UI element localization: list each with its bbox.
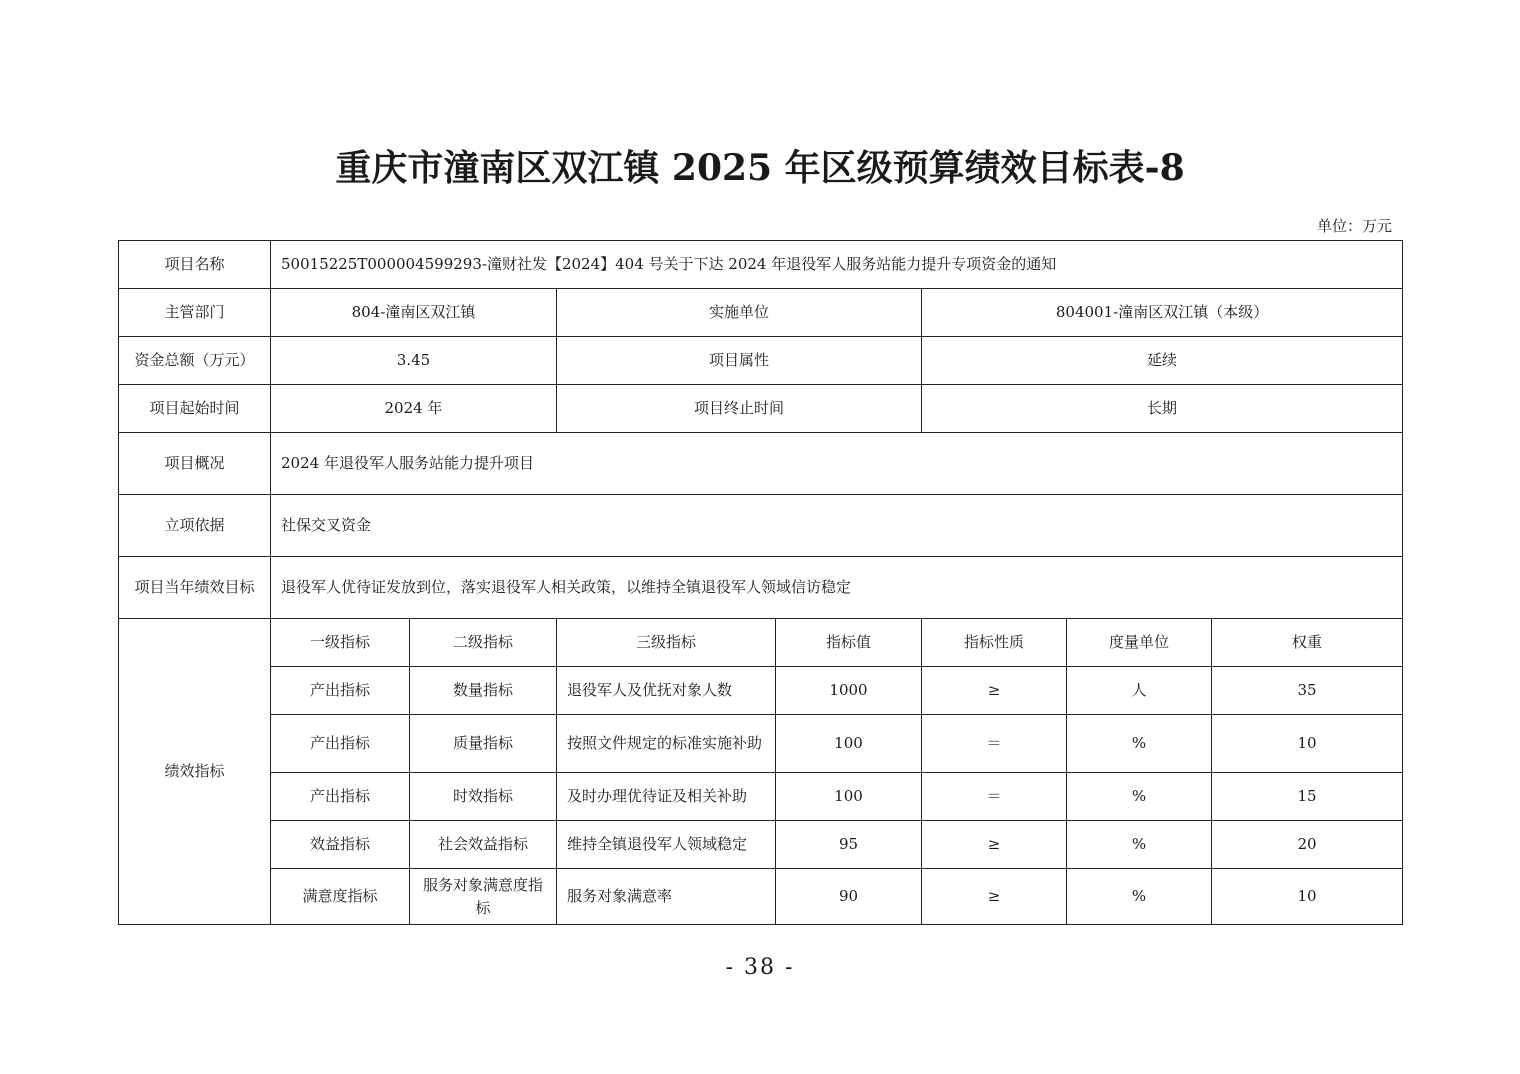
start-label: 项目起始时间 [119,385,271,433]
level2-cell: 服务对象满意度指标 [410,869,557,925]
weight-cell: 20 [1212,821,1403,869]
perf-row [119,667,1403,715]
level1-cell: 效益指标 [271,821,410,869]
unit-cell: 人 [1067,667,1212,715]
weight-cell: 10 [1212,715,1403,773]
table-row [119,557,1403,619]
perf-row [119,869,1403,925]
goal-label: 项目当年绩效目标 [119,557,271,619]
fund-label: 资金总额（万元） [119,337,271,385]
attr-label: 项目属性 [557,337,922,385]
header-cell: 二级指标 [410,619,557,667]
basis-label: 立项依据 [119,495,271,557]
table-row [119,241,1403,289]
nature-cell: ≥ [922,667,1067,715]
nature-cell: ≥ [922,821,1067,869]
page-title: 重庆市潼南区双江镇 2025 年区级预算绩效目标表-8 [335,147,1185,189]
end-value: 长期 [922,385,1403,433]
end-label: 项目终止时间 [557,385,922,433]
dept-value: 804-潼南区双江镇 [271,289,557,337]
budget-performance-table [118,240,1403,925]
value-cell: 90 [776,869,922,925]
value-cell: 1000 [776,667,922,715]
nature-cell: ＝ [922,715,1067,773]
value-cell: 100 [776,715,922,773]
overview-value: 2024 年退役军人服务站能力提升项目 [271,433,1403,495]
perf-label: 绩效指标 [119,619,271,925]
level3-cell: 服务对象满意率 [557,869,776,925]
unit-cell: % [1067,821,1212,869]
level3-cell: 退役军人及优抚对象人数 [557,667,776,715]
level3-cell: 维持全镇退役军人领域稳定 [557,821,776,869]
weight-cell: 15 [1212,773,1403,821]
weight-cell: 10 [1212,869,1403,925]
level1-cell: 产出指标 [271,715,410,773]
level1-cell: 产出指标 [271,773,410,821]
level2-cell: 时效指标 [410,773,557,821]
unit-cell: % [1067,773,1212,821]
unit-cell: % [1067,715,1212,773]
attr-value: 延续 [922,337,1403,385]
table-row [119,495,1403,557]
overview-label: 项目概况 [119,433,271,495]
value-cell: 95 [776,821,922,869]
header-cell: 三级指标 [557,619,776,667]
perf-row [119,773,1403,821]
level1-cell: 产出指标 [271,667,410,715]
project-name-label: 项目名称 [119,241,271,289]
unit-label: 单位：万元 [1316,217,1392,235]
header-cell: 指标值 [776,619,922,667]
header-cell: 指标性质 [922,619,1067,667]
project-name-value: 50015225T000004599293-潼财社发【2024】404 号关于下达 2024 年退役军人服务站能力提升专项资金的通知 [271,241,1403,289]
level3-cell: 按照文件规定的标准实施补助 [557,715,776,773]
page-number: - 38 - [725,955,795,980]
start-value: 2024 年 [271,385,557,433]
table-row [119,385,1403,433]
header-cell: 度量单位 [1067,619,1212,667]
perf-row [119,821,1403,869]
level1-cell: 满意度指标 [271,869,410,925]
perf-header-row [119,619,1403,667]
table-row [119,337,1403,385]
level2-cell: 质量指标 [410,715,557,773]
dept-label: 主管部门 [119,289,271,337]
weight-cell: 35 [1212,667,1403,715]
perf-row [119,715,1403,773]
value-cell: 100 [776,773,922,821]
goal-value: 退役军人优待证发放到位，落实退役军人相关政策，以维持全镇退役军人领域信访稳定 [271,557,1403,619]
level2-cell: 数量指标 [410,667,557,715]
header-cell: 一级指标 [271,619,410,667]
level3-cell: 及时办理优待证及相关补助 [557,773,776,821]
level2-cell: 社会效益指标 [410,821,557,869]
nature-cell: ≥ [922,869,1067,925]
fund-value: 3.45 [271,337,557,385]
table-row [119,433,1403,495]
impl-label: 实施单位 [557,289,922,337]
unit-cell: % [1067,869,1212,925]
nature-cell: ＝ [922,773,1067,821]
basis-value: 社保交叉资金 [271,495,1403,557]
header-cell: 权重 [1212,619,1403,667]
impl-value: 804001-潼南区双江镇（本级） [922,289,1403,337]
table-row [119,289,1403,337]
